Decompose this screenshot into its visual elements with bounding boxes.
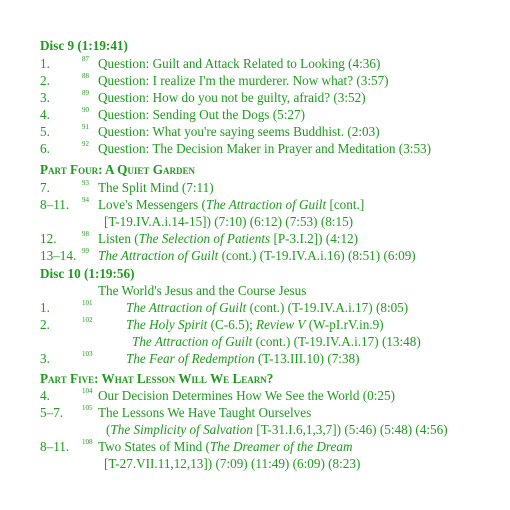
disc-title: Disc 10 (1:19:56) [40,266,135,281]
reference-number: 102 [82,316,93,324]
reference-number: 92 [82,140,89,148]
title-text: Two States of Mind ( [98,439,210,454]
track-title: Question: What you're saying seems Buddhist. (2:03) [98,124,380,139]
track-number: 8–11. [40,439,70,454]
part-title: Part Five: What Lesson Will We Learn? [40,371,274,386]
track-title: The Lessons We Have Taught Ourselves [98,405,312,420]
reference-number: 104 [82,387,93,395]
title-suffix: (cont.) (T-19.IV.A.i.16) (8:51) (6:09) [218,248,416,263]
list-item [0,439,510,455]
source-title: The Fear of Redemption [126,351,255,366]
section-heading [0,371,510,387]
track-number: 4. [40,107,50,122]
track-title: Question: How do you not be guilty, afraid? (3:52) [98,90,366,105]
source-title: The Attraction of Guilt [98,248,219,263]
track-title [126,351,360,367]
track-number: 7. [40,180,50,195]
title-text: ( [106,422,111,437]
list-item [0,124,510,140]
reference-number: 101 [82,299,93,307]
reference-number: 90 [82,106,89,114]
list-item [0,56,510,72]
track-title [98,197,364,213]
track-number: 13–14. [40,248,77,263]
title-suffix: (cont.) (T-19.IV.A.i.17) (8:05) [246,300,409,315]
reference-number: 91 [82,123,89,131]
title-suffix: (cont.) (T-19.IV.A.i.17) (13:48) [252,334,421,349]
track-number: 3. [40,351,50,366]
title-text: Listen ( [98,231,139,246]
reference-number: 94 [82,196,89,204]
track-number: 5–7. [40,405,64,420]
track-detail [106,422,448,438]
disc-heading [0,38,510,54]
list-item-continuation [0,334,510,350]
list-item [0,231,510,247]
track-detail [132,334,421,350]
track-number: 2. [40,317,50,332]
track-title: Question: Guilt and Attack Related to Looking (4:36) [98,56,381,71]
reference-number: 88 [82,72,89,80]
list-item [0,107,510,123]
track-title: The Split Mind (7:11) [98,180,214,195]
title-suffix: (C-6.5); [207,317,257,332]
track-detail: [T-19.IV.A.i.14-15]) (7:10) (6:12) (7:53) (8:15) [104,214,354,229]
track-title [98,231,358,247]
disc-heading [0,266,510,282]
list-item [0,405,510,421]
list-item [0,317,510,333]
title-text: Love's Messengers ( [98,197,206,212]
track-title: Question: I realize I'm the murderer. Now what? (3:57) [98,73,389,88]
list-item-continuation [0,214,510,230]
reference-number: 93 [82,179,89,187]
track-number: 3. [40,90,50,105]
track-number: 6. [40,141,50,156]
list-item-continuation [0,422,510,438]
title-suffix: (W-pI.rV.in.9) [305,317,384,332]
source-title: The Dreamer of the Dream [209,439,353,454]
title-suffix: [T-31.I.6,1,3,7]) (5:46) (5:48) (4:56) [252,422,448,437]
track-title [126,317,384,333]
track-number: 12. [40,231,57,246]
title-suffix: (T-13.III.10) (7:38) [254,351,360,366]
list-item [0,90,510,106]
list-item-continuation [0,456,510,472]
track-number: 5. [40,124,50,139]
list-item [0,141,510,157]
list-item [0,197,510,213]
section-subheading [0,283,510,299]
disc-title: Disc 9 (1:19:41) [40,38,128,53]
section-heading [0,162,510,178]
source-title: The Attraction of Guilt [132,334,253,349]
track-detail: [T-27.VII.11,12,13]) (7:09) (11:49) (6:09) (8:23) [104,456,361,471]
track-number: 8–11. [40,197,70,212]
source-title: The Attraction of Guilt [126,300,247,315]
subheading-text: The World's Jesus and the Course Jesus [98,283,307,298]
source-title: The Attraction of Guilt [205,197,327,212]
track-number: 1. [40,56,50,71]
track-title [98,439,353,455]
track-number: 4. [40,388,50,403]
reference-number: 108 [82,438,93,446]
track-title: Question: The Decision Maker in Prayer and Meditation (3:53) [98,141,432,156]
reference-number: 105 [82,404,93,412]
reference-number: 98 [82,230,89,238]
list-item [0,351,510,367]
track-title [126,300,408,316]
list-item [0,248,510,264]
list-item [0,180,510,196]
reference-number: 99 [82,247,89,255]
reference-number: 103 [82,350,93,358]
source-title: Review V [256,317,306,332]
source-title: The Selection of Patients [138,231,271,246]
part-title: Part Four: A Quiet Garden [40,162,195,177]
source-title: The Holy Spirit [126,317,208,332]
track-number: 1. [40,300,50,315]
list-item [0,73,510,89]
list-item [0,388,510,404]
source-title: The Simplicity of Salvation [110,422,253,437]
track-title [98,248,416,264]
track-title: Question: Sending Out the Dogs (5:27) [98,107,305,122]
title-suffix: [cont.] [326,197,365,212]
track-title: Our Decision Determines How We See the World (0:25) [98,388,395,403]
track-number: 2. [40,73,50,88]
reference-number: 87 [82,55,89,63]
list-item [0,300,510,316]
title-suffix: [P-3.I.2]) (4:12) [270,231,359,246]
reference-number: 89 [82,89,89,97]
